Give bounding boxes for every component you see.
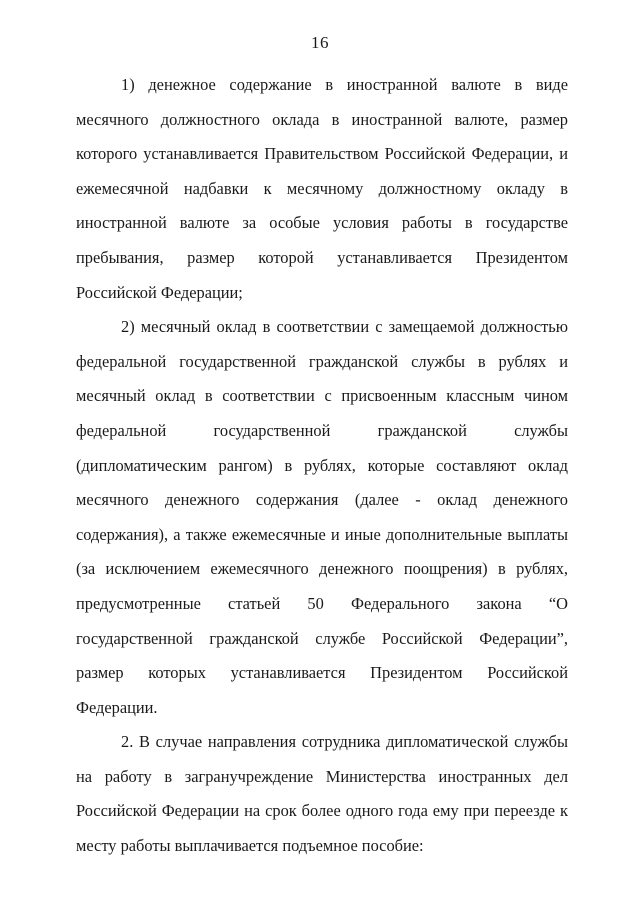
paragraph-item-2: 2) месячный оклад в соответствии с замещаемой должностью федеральной государственной гражданской службы в рублях и месячный оклад в соответствии с присвоенным классным чином федеральной государственной гражданской службы (дипломатическим рангом) в рублях, которые составляют оклад месячного денежного содержания (далее - оклад денежного содержания), а также ежемесячные и иные дополнительные выплаты (за исключением ежемесячного денежного поощрения) в рублях, предусмотренные статьей 50 Федерального закона “О государственной гражданской службе Российской Федерации”, размер которых устанавливается Президентом Российской Федерации.	[76, 317, 568, 717]
paragraph-item-1: 1) денежное содержание в иностранной валюте в виде месячного должностного оклада в иностранной валюте, размер которого устанавливается Правительством Российской Федерации, и ежемесячной надбавки к месячному должностному окладу в иностранной валюте за особые условия работы в государстве пребывания, размер которой устанавливается Президентом Российской Федерации;	[76, 75, 568, 302]
document-body	[76, 68, 568, 864]
page-number: 16	[311, 33, 329, 52]
paragraph-section-2: 2. В случае направления сотрудника дипломатической службы на работу в загранучреждение Министерства иностранных дел Российской Федерации на срок более одного года ему при переезде к месту работы выплачивается подъемное пособие:	[76, 732, 568, 856]
